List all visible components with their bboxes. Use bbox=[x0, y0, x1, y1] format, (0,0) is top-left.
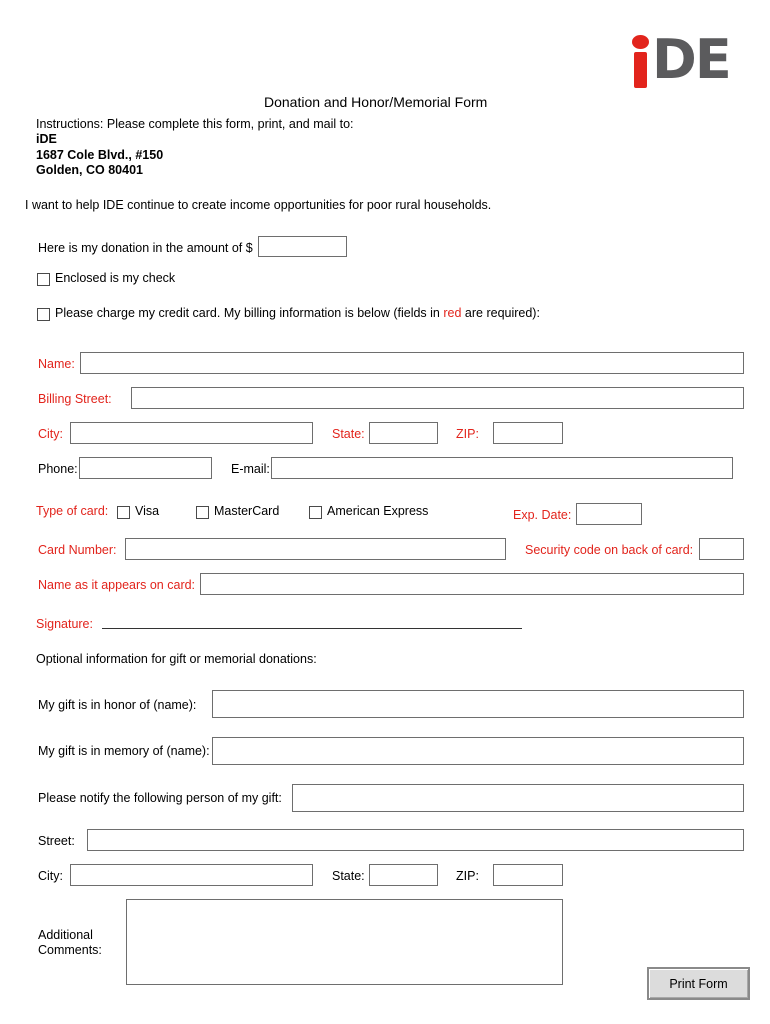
honor-name-input[interactable] bbox=[212, 690, 744, 718]
logo-i-stem bbox=[634, 52, 647, 88]
billing-zip-input[interactable] bbox=[493, 422, 563, 444]
address-street: 1687 Cole Blvd., #150 bbox=[36, 148, 164, 162]
amex-label: American Express bbox=[327, 504, 429, 518]
gift-street-input[interactable] bbox=[87, 829, 744, 851]
optional-gift-label: Optional information for gift or memorial donations: bbox=[36, 652, 317, 666]
billing-city-label: City: bbox=[38, 427, 63, 441]
gift-state-input[interactable] bbox=[369, 864, 438, 886]
billing-street-label: Billing Street: bbox=[38, 392, 112, 406]
security-code-label: Security code on back of card: bbox=[525, 543, 694, 557]
gift-zip-input[interactable] bbox=[493, 864, 563, 886]
donation-amount-label: Here is my donation in the amount of $ bbox=[38, 241, 253, 255]
card-type-label: Type of card: bbox=[36, 504, 109, 518]
notify-person-input[interactable] bbox=[292, 784, 744, 812]
amex-checkbox[interactable] bbox=[309, 506, 322, 519]
phone-label: Phone: bbox=[38, 462, 78, 476]
billing-city-input[interactable] bbox=[70, 422, 313, 444]
mastercard-label: MasterCard bbox=[214, 504, 280, 518]
billing-state-input[interactable] bbox=[369, 422, 438, 444]
additional-comments-textarea[interactable] bbox=[126, 899, 563, 985]
visa-checkbox[interactable] bbox=[117, 506, 130, 519]
enclosed-check-checkbox[interactable] bbox=[37, 273, 50, 286]
visa-label: Visa bbox=[135, 504, 160, 518]
credit-label-prefix: Please charge my credit card. My billing information is below (fields in bbox=[55, 306, 444, 320]
exp-date-label: Exp. Date: bbox=[513, 508, 572, 522]
billing-name-label: Name: bbox=[38, 357, 75, 371]
gift-city-label: City: bbox=[38, 869, 63, 883]
mastercard-checkbox[interactable] bbox=[196, 506, 209, 519]
memory-label: My gift is in memory of (name): bbox=[38, 744, 210, 758]
card-number-label: Card Number: bbox=[38, 543, 117, 557]
billing-state-label: State: bbox=[332, 427, 365, 441]
logo-letters: DE bbox=[652, 28, 730, 91]
signature-line bbox=[102, 628, 522, 629]
instructions-text: Instructions: Please complete this form, print, and mail to: bbox=[36, 117, 354, 131]
comments-label-line1: Additional bbox=[38, 928, 93, 942]
logo-i-dot bbox=[632, 35, 649, 49]
email-label: E-mail: bbox=[231, 462, 270, 476]
credit-label-suffix: are required): bbox=[461, 306, 540, 320]
charge-credit-card-label bbox=[55, 306, 540, 320]
gift-city-input[interactable] bbox=[70, 864, 313, 886]
exp-date-input[interactable] bbox=[576, 503, 642, 525]
print-form-button[interactable]: Print Form bbox=[647, 967, 750, 1000]
address-city: Golden, CO 80401 bbox=[36, 163, 143, 177]
billing-name-input[interactable] bbox=[80, 352, 744, 374]
comments-label-line2: Comments: bbox=[38, 943, 102, 957]
charge-credit-card-checkbox[interactable] bbox=[37, 308, 50, 321]
gift-state-label: State: bbox=[332, 869, 365, 883]
email-input[interactable] bbox=[271, 457, 733, 479]
name-on-card-label: Name as it appears on card: bbox=[38, 578, 196, 592]
security-code-input[interactable] bbox=[699, 538, 744, 560]
billing-zip-label: ZIP: bbox=[456, 427, 479, 441]
gift-zip-label: ZIP: bbox=[456, 869, 479, 883]
address-org: iDE bbox=[36, 132, 57, 146]
notify-label: Please notify the following person of my gift: bbox=[38, 791, 282, 805]
gift-street-label: Street: bbox=[38, 834, 75, 848]
phone-input[interactable] bbox=[79, 457, 212, 479]
ide-logo bbox=[630, 28, 736, 94]
intro-text: I want to help IDE continue to create income opportunities for poor rural households. bbox=[25, 198, 492, 212]
signature-label: Signature: bbox=[36, 617, 93, 631]
credit-label-red: red bbox=[443, 306, 462, 320]
card-number-input[interactable] bbox=[125, 538, 506, 560]
form-title: Donation and Honor/Memorial Form bbox=[264, 94, 488, 110]
honor-label: My gift is in honor of (name): bbox=[38, 698, 197, 712]
memory-name-input[interactable] bbox=[212, 737, 744, 765]
donation-amount-input[interactable] bbox=[258, 236, 347, 257]
enclosed-check-label: Enclosed is my check bbox=[55, 271, 176, 285]
billing-street-input[interactable] bbox=[131, 387, 744, 409]
name-on-card-input[interactable] bbox=[200, 573, 744, 595]
